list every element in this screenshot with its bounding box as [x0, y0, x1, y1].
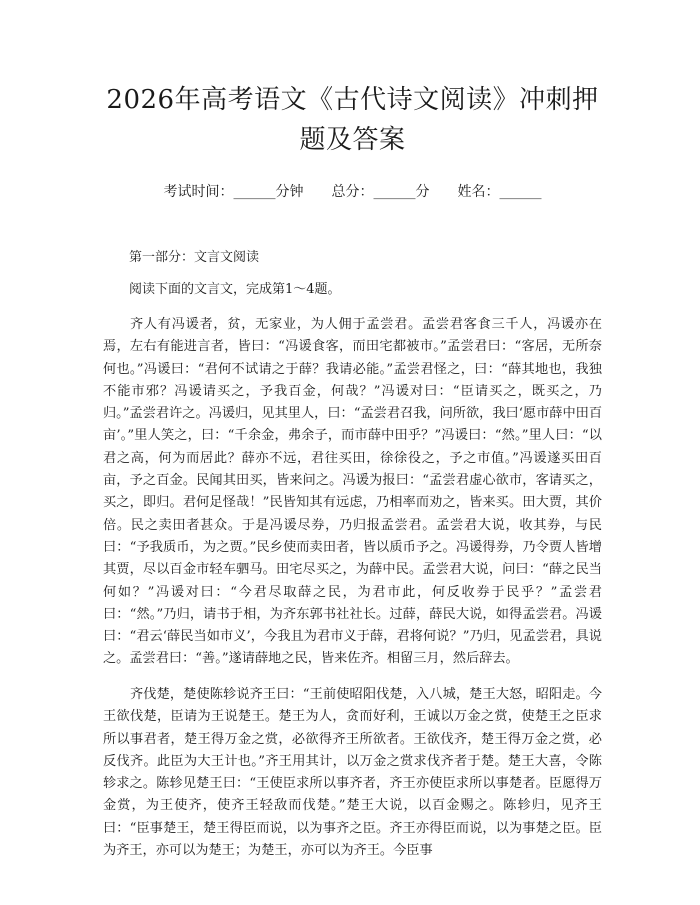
passage-paragraph-1: 齐人有冯谖者，贫，无家业，为人佣于孟尝君。孟尝君客食三千人，冯谖亦在焉，左右有能进言者，皆曰：“冯谖食客，而田宅都被市。”孟尝君曰：“客居，无所奈何也。”冯谖曰：“君何不试请之于薛？我请必能。”孟尝君怪之，曰：“薛其地也，我独不能市邪？冯谖请买之，予我百金，何哉？”冯谖对曰：“臣请买之，既买之，乃归。”孟尝君许之。冯谖归，见其里人，曰：“孟尝君召我，问所欲，我曰‘愿市薛中田百亩’。”里人笑之，曰：“千余金，弗余子，而市薛中田乎？”冯谖曰：“然。”里人曰：“以君之高，何为而居此？薛亦不远，君往买田，徐徐役之，予之市值。”冯谖遂买田百亩，予之百金。民闻其田买，皆来问之。冯谖为报曰：“孟尝君虚心欲市，客请买之，买之，即归。君何足怪哉！”民皆知其有远虑，乃相率而劝之，皆来买。田大贾，其价倍。民之卖田者甚众。于是冯谖尽券，乃归报孟尝君。孟尝君大说，收其券，与民曰：“予我质币，为之贾。”民乡使而卖田者，皆以质币予之。冯谖得券，乃令贾人皆增其贾，尽以百金市轻车驷马。田宅尽买之，为薛中民。孟尝君大说，问曰：“薛之民当何如？”冯谖对曰：“今君尽取薛之民，为君市此，何反收券于民乎？”孟尝君曰：“然。”乃归，请书于相，为齐东郭书社社长。过薛，薛民大说，如得孟尝君。冯谖曰：“君云‘薛民当如市义’，今我且为君市义于薛，君将何说？”乃归，见孟尝君，具说之。孟尝君曰：“善。”遂请薛地之民，皆来佐齐。相留三月，然后辞去。: [103, 317, 603, 667]
section-heading: 第一部分：文言文阅读: [129, 250, 260, 265]
reading-instruction: 阅读下面的文言文，完成第1～4题。: [129, 282, 341, 297]
exam-info-line: 考试时间：______分钟 总分：______分 姓名：______: [163, 184, 542, 200]
document-title: 2026年高考语文《古代诗文阅读》冲刺押题及答案: [106, 85, 599, 155]
passage-paragraph-2: 齐伐楚，楚使陈轸说齐王曰：“王前使昭阳伐楚，入八城，楚王大怒，昭阳走。今王欲伐楚，臣请为王说楚王。楚王为人，贪而好利，王诚以万金之赏，使楚王之臣求所以事君者，楚王得万金之赏，必欲得齐王所欲者。王欲伐齐，楚王得万金之赏，必反伐齐。此臣为大王计也。”齐王用其计，以万金之赏求伐齐者于楚。楚王大喜，令陈轸求之。陈轸见楚王曰：“王使臣求所以事齐者，齐王亦使臣求所以事楚者。臣愿得万金赏，为王使齐，使齐王轻敌而伐楚。”楚王大说，以百金赐之。陈轸归，见齐王曰：“臣事楚王，楚王得臣而说，以为事齐之臣。齐王亦得臣而说，以为事楚之臣。臣为齐王，亦可以为楚王；为楚王，亦可以为齐王。今臣事: [103, 686, 602, 859]
